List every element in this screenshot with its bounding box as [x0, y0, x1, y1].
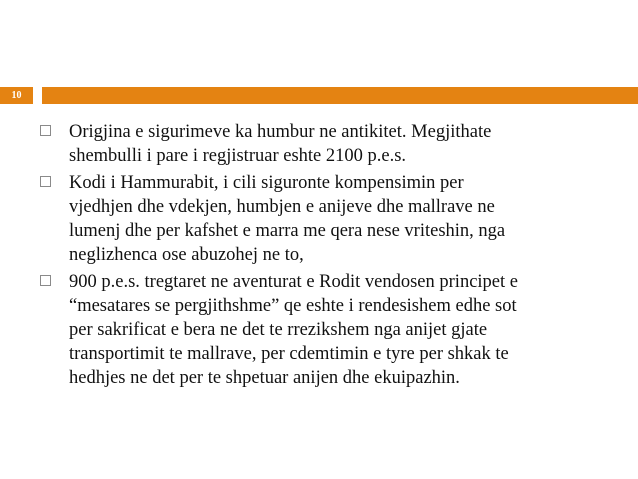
square-bullet-icon: [40, 275, 51, 286]
slide-number-label: 10: [11, 90, 22, 101]
list-item: [38, 171, 630, 267]
square-bullet-icon: [40, 176, 51, 187]
bullet-text: Origjina e sigurimeve ka humbur ne antikitet. Megjithate shembulli i pare i regjistruar eshte 2100 p.e.s.: [69, 122, 492, 166]
bullet-list: [38, 120, 630, 393]
square-bullet-icon: [40, 125, 51, 136]
header-accent-bar: [42, 87, 638, 104]
list-item: [38, 270, 630, 390]
bullet-text: 900 p.e.s. tregtaret ne aventurat e Rodit vendosen principet e “mesatares se pergjithshme” qe eshte i rendesishem edhe sot per sakrificat e bera ne det te rrezikshem nga anijet gjate transportimit te mallrave, per cdemtimin e tyre per shkak te hedhjes ne det per te shpetuar anijen dhe ekuipazhin.: [69, 272, 518, 388]
bullet-text: Kodi i Hammurabit, i cili siguronte kompensimin per vjedhjen dhe vdekjen, humbjen e anijeve dhe mallrave ne lumenj dhe per kafshet e marra me qera nese vriteshin, nga neglizhenca ose abuzohej ne to,: [69, 173, 506, 265]
slide-number: [0, 87, 33, 104]
list-item: [38, 120, 630, 168]
